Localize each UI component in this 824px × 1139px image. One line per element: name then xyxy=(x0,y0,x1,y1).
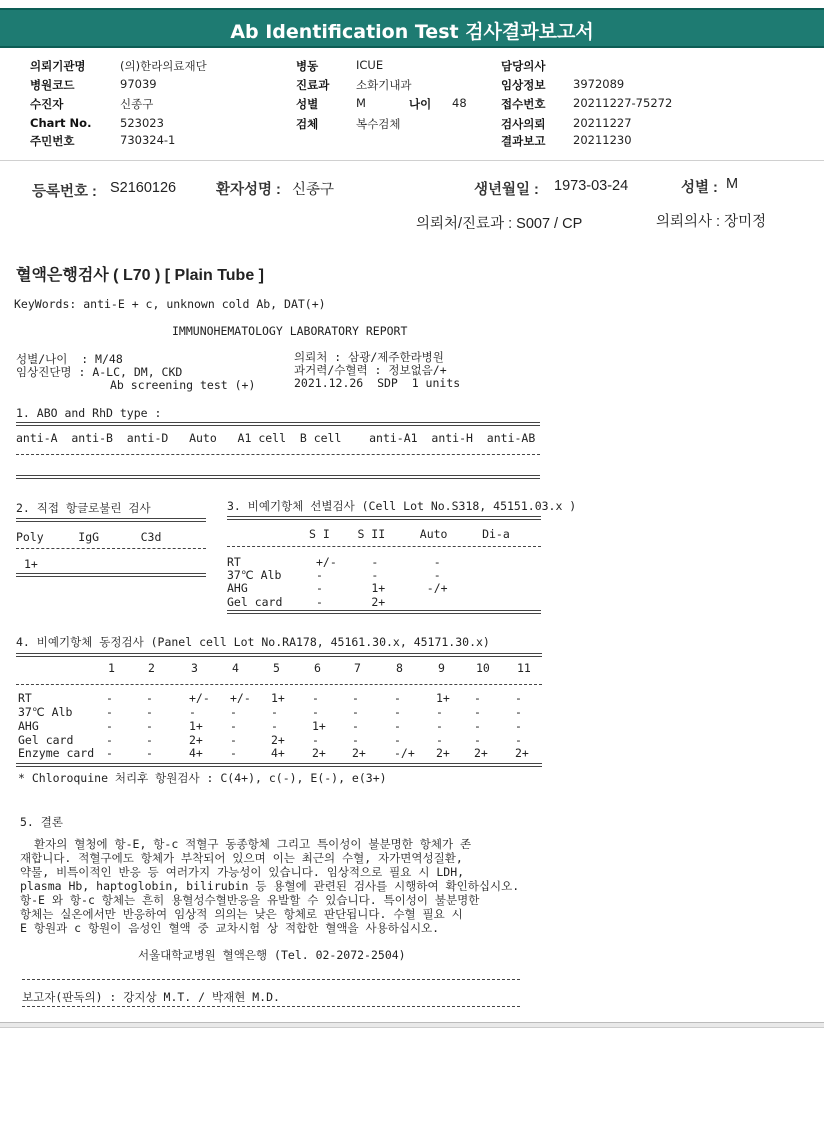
report-line: 성별/나이 : M/48 xyxy=(16,352,123,366)
panel-cell: 2+ xyxy=(436,746,450,760)
report-line: KeyWords: anti-E + c, unknown cold Ab, DAT(+) xyxy=(14,297,326,311)
rule xyxy=(16,573,206,577)
panel-cell: - xyxy=(515,733,522,747)
panel-cell: - xyxy=(230,719,237,733)
rule xyxy=(16,518,206,522)
info-value: ICUE xyxy=(356,58,384,72)
report-line: 보고자(판독의) : 강지상 M.T. / 박재현 M.D. xyxy=(22,990,280,1004)
rule xyxy=(22,1006,520,1007)
report-line: 2. 직접 항글로불린 검사 xyxy=(16,501,151,515)
report-line: AHG xyxy=(227,581,248,595)
info-value: 97039 xyxy=(120,77,157,91)
panel-cell: - xyxy=(474,719,481,733)
panel-cell: 1+ xyxy=(189,719,203,733)
panel-cell: - xyxy=(230,705,237,719)
info-value: M xyxy=(356,96,366,110)
panel-cell: - xyxy=(271,719,278,733)
dob-value: 1973-03-24 xyxy=(554,178,629,194)
panel-col-header: 9 xyxy=(438,661,445,675)
panel-cell: +/- xyxy=(189,691,210,705)
report-line: 4. 비예기항체 동정검사 (Panel cell Lot No.RA178, 45161.30.x, 45171.30.x) xyxy=(16,635,490,649)
info-label: 나이 xyxy=(409,97,432,111)
panel-cell: - xyxy=(106,705,113,719)
panel-col-header: 11 xyxy=(517,661,531,675)
panel-cell: - xyxy=(352,719,359,733)
rule xyxy=(227,546,541,547)
panel-row-label: AHG xyxy=(18,719,39,733)
panel-cell: - xyxy=(352,733,359,747)
panel-col-header: 4 xyxy=(232,661,239,675)
ordering-doctor: 의뢰의사 : 장미정 xyxy=(656,214,767,230)
info-value: 20211227-75272 xyxy=(573,96,673,110)
panel-cell: 2+ xyxy=(515,746,529,760)
panel-cell: - xyxy=(230,746,237,760)
panel-cell: - xyxy=(394,719,401,733)
patient-name-value: 신종구 xyxy=(292,182,335,198)
report-line: 과거력/수혈력 : 정보없음/+ xyxy=(294,363,447,377)
panel-row-label: 37℃ Alb xyxy=(18,705,73,719)
panel-col-header: 2 xyxy=(148,661,155,675)
panel-cell: 1+ xyxy=(271,691,285,705)
report-line: 5. 결론 xyxy=(20,815,63,829)
report-line: +/- - - xyxy=(316,555,441,569)
info-value: 복수검체 xyxy=(356,117,401,131)
sex-value: M xyxy=(726,176,739,192)
panel-cell: - xyxy=(146,691,153,705)
panel-cell: 4+ xyxy=(189,746,203,760)
panel-cell: - xyxy=(312,691,319,705)
panel-cell: +/- xyxy=(230,691,251,705)
report-line: E 항원과 c 항원이 음성인 혈액 중 교차시험 상 적합한 혈액을 사용하십시오. xyxy=(20,921,440,935)
panel-cell: - xyxy=(474,705,481,719)
info-label: 결과보고 xyxy=(501,134,546,148)
panel-cell: - xyxy=(146,719,153,733)
panel-cell: - xyxy=(436,719,443,733)
info-label: 접수번호 xyxy=(501,97,546,111)
panel-cell: - xyxy=(106,719,113,733)
panel-cell: 1+ xyxy=(312,719,326,733)
report-line: 환자의 혈청에 항-E, 항-c 적혈구 동종항체 그리고 특이성이 불분명한 항체가 존 xyxy=(34,837,472,851)
report-line: 37℃ Alb xyxy=(227,568,282,582)
info-label: 임상정보 xyxy=(501,78,546,92)
info-label: 검체 xyxy=(296,117,319,131)
info-value: (의)한라의료재단 xyxy=(120,59,207,73)
panel-cell: - xyxy=(394,691,401,705)
report-line: 약물, 비특이적인 반응 등 여러가지 가능성이 있습니다. 임상적으로 필요 시 LDH, xyxy=(20,865,465,879)
panel-cell: - xyxy=(352,705,359,719)
rule xyxy=(16,454,540,455)
report-line: * Chloroquine 처리후 항원검사 : C(4+), c(-), E(-), e(3+) xyxy=(18,771,387,785)
info-value: 신종구 xyxy=(120,97,154,111)
panel-row-label: Enzyme card xyxy=(18,746,95,760)
report-line: 항체는 실온에서만 반응하여 임상적 의의는 낮은 항체로 판단됩니다. 수혈 필요 시 xyxy=(20,907,463,921)
panel-cell: - xyxy=(515,705,522,719)
info-value: 소화기내과 xyxy=(356,78,412,92)
reg-no-label: 등록번호 : xyxy=(32,184,97,200)
panel-cell: 4+ xyxy=(271,746,285,760)
panel-row-label: RT xyxy=(18,691,32,705)
report-line: 재합니다. 적혈구에도 항체가 부착되어 있으며 이는 최근의 수혈, 자가면역성질환, xyxy=(20,851,463,865)
panel-cell: - xyxy=(312,705,319,719)
info-value: 20211227 xyxy=(573,116,632,130)
department: 의뢰처/진료과 : S007 / CP xyxy=(416,216,583,232)
patient-name-label: 환자성명 : xyxy=(216,182,281,198)
report-line: - 1+ -/+ xyxy=(316,581,448,595)
panel-cell: - xyxy=(312,733,319,747)
report-line: 임상진단명 : A-LC, DM, CKD xyxy=(16,365,183,379)
info-value: 3972089 xyxy=(573,77,625,91)
report-line: RT xyxy=(227,555,241,569)
panel-col-header: 5 xyxy=(273,661,280,675)
rule xyxy=(22,979,520,980)
panel-cell: - xyxy=(394,705,401,719)
report-line: 3. 비예기항체 선별검사 (Cell Lot No.S318, 45151.03.x ) xyxy=(227,499,577,513)
info-label: 검사의뢰 xyxy=(501,117,546,131)
info-label: 성별 xyxy=(296,97,319,111)
info-value: 730324-1 xyxy=(120,133,176,147)
rule xyxy=(16,548,206,549)
panel-cell: 2+ xyxy=(352,746,366,760)
report-line: 서울대학교병원 혈액은행 (Tel. 02-2072-2504) xyxy=(138,948,406,962)
report-line: Ab screening test (+) xyxy=(110,378,256,392)
panel-cell: - xyxy=(106,746,113,760)
report-line: - - - xyxy=(316,568,441,582)
report-line: Poly IgG C3d xyxy=(16,530,162,544)
info-label: 의뢰기관명 xyxy=(30,59,86,73)
panel-col-header: 7 xyxy=(354,661,361,675)
panel-cell: 2+ xyxy=(271,733,285,747)
report-line: S I S II Auto Di-a xyxy=(309,527,510,541)
panel-cell: - xyxy=(352,691,359,705)
panel-cell: - xyxy=(106,733,113,747)
panel-col-header: 10 xyxy=(476,661,490,675)
report-line: 의뢰처 : 삼광/제주한라병원 xyxy=(294,350,444,364)
panel-cell: - xyxy=(189,705,196,719)
rule xyxy=(16,422,540,426)
panel-cell: - xyxy=(146,746,153,760)
info-label: 수진자 xyxy=(30,97,64,111)
info-label: 주민번호 xyxy=(30,134,75,148)
sex-label: 성별 : xyxy=(681,180,718,196)
panel-cell: - xyxy=(106,691,113,705)
rule xyxy=(16,475,540,479)
dob-label: 생년월일 : xyxy=(474,182,539,198)
info-divider xyxy=(0,160,824,161)
panel-cell: - xyxy=(394,733,401,747)
panel-cell: -/+ xyxy=(394,746,415,760)
info-label: Chart No. xyxy=(30,116,92,130)
section-title: 혈액은행검사 ( L70 ) [ Plain Tube ] xyxy=(16,267,265,284)
panel-cell: - xyxy=(146,705,153,719)
report-line: 항-E 와 항-c 항체는 흔히 용혈성수혈반응을 유발할 수 있습니다. 특이성이 불분명한 xyxy=(20,893,480,907)
rule xyxy=(227,516,541,520)
report-title: Ab Identification Test 검사결과보고서 xyxy=(230,21,594,43)
panel-col-header: 1 xyxy=(108,661,115,675)
panel-cell: 2+ xyxy=(189,733,203,747)
reg-no-value: S2160126 xyxy=(110,180,177,196)
panel-col-header: 8 xyxy=(396,661,403,675)
page-bottom-rule xyxy=(0,1022,824,1028)
info-label: 진료과 xyxy=(296,78,330,92)
panel-cell: - xyxy=(515,691,522,705)
panel-cell: - xyxy=(474,733,481,747)
panel-cell: 1+ xyxy=(436,691,450,705)
rule xyxy=(16,684,542,685)
panel-cell: - xyxy=(146,733,153,747)
info-value: 523023 xyxy=(120,116,164,130)
panel-cell: 2+ xyxy=(312,746,326,760)
rule xyxy=(16,763,542,767)
info-label: 담당의사 xyxy=(501,59,546,73)
panel-cell: - xyxy=(515,719,522,733)
info-label: 병원코드 xyxy=(30,78,75,92)
info-value: 20211230 xyxy=(573,133,632,147)
report-line: 2021.12.26 SDP 1 units xyxy=(294,376,461,390)
panel-cell: - xyxy=(230,733,237,747)
panel-cell: - xyxy=(436,733,443,747)
report-line: plasma Hb, haptoglobin, bilirubin 등 용혈에 관련된 검사를 시행하여 확인하십시오. xyxy=(20,879,520,893)
panel-col-header: 6 xyxy=(314,661,321,675)
panel-cell: - xyxy=(271,705,278,719)
panel-cell: 2+ xyxy=(474,746,488,760)
report-line: IMMUNOHEMATOLOGY LABORATORY REPORT xyxy=(172,324,408,338)
info-value: 48 xyxy=(452,96,467,110)
panel-col-header: 3 xyxy=(191,661,198,675)
panel-cell: - xyxy=(474,691,481,705)
rule xyxy=(16,653,542,657)
report-line: - 2+ xyxy=(316,595,386,609)
report-line: anti-A anti-B anti-D Auto A1 cell B cell anti-A1 anti-H anti-AB xyxy=(16,431,536,445)
info-label: 병동 xyxy=(296,59,319,73)
report-line: 1+ xyxy=(24,557,38,571)
report-line: Gel card xyxy=(227,595,283,609)
rule xyxy=(227,610,541,614)
panel-cell: - xyxy=(436,705,443,719)
panel-row-label: Gel card xyxy=(18,733,74,747)
report-line: 1. ABO and RhD type : xyxy=(16,406,162,420)
